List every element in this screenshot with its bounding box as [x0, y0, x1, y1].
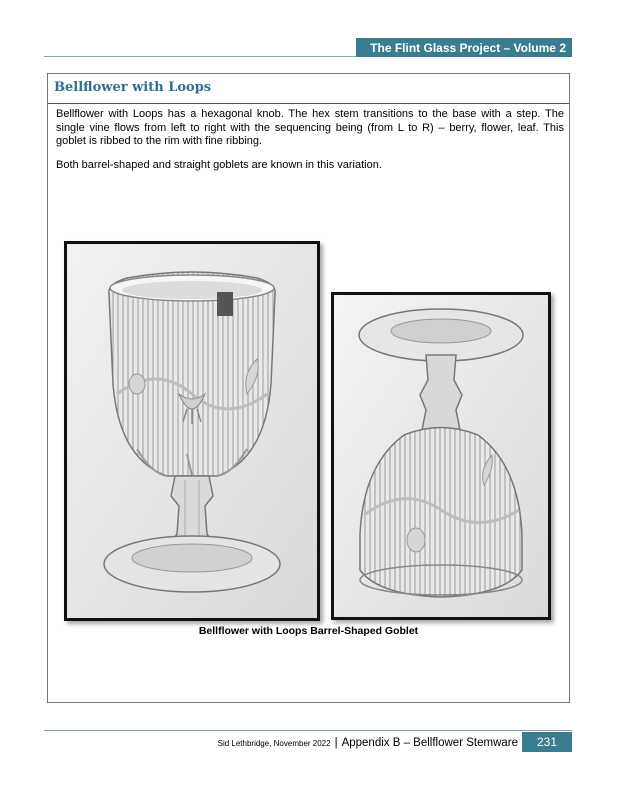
goblet-photo-upright [64, 241, 320, 621]
title-divider [48, 103, 569, 104]
footer-author-date: Sid Lethbridge, November 2022 [217, 738, 331, 748]
footer-separator: | [334, 737, 338, 749]
running-header [356, 38, 572, 57]
footer-appendix-title: Appendix B – Bellflower Stemware [341, 737, 518, 749]
running-footer [44, 734, 522, 752]
footer-rule [44, 730, 572, 731]
section-title: Bellflower with Loops [54, 80, 212, 95]
goblet-photo-inverted [331, 292, 551, 620]
paragraph-variation: Both barrel-shaped and straight goblets are known in this variation. [56, 158, 382, 171]
running-header-title: The Flint Glass Project – Volume 2 [370, 40, 566, 55]
page-number: 231 [522, 732, 572, 752]
figure-caption: Bellflower with Loops Barrel-Shaped Goblet [198, 625, 419, 637]
header-rule [44, 56, 356, 57]
body-text [56, 108, 564, 182]
paragraph-description: Bellflower with Loops has a hexagonal knob. The hex stem transitions to the base with a step. The single vine flows from left to right with the sequencing being (from L to R) – berry, flower, leaf. This goblet is ribbed to the rim with fine ribbing. [56, 108, 564, 147]
